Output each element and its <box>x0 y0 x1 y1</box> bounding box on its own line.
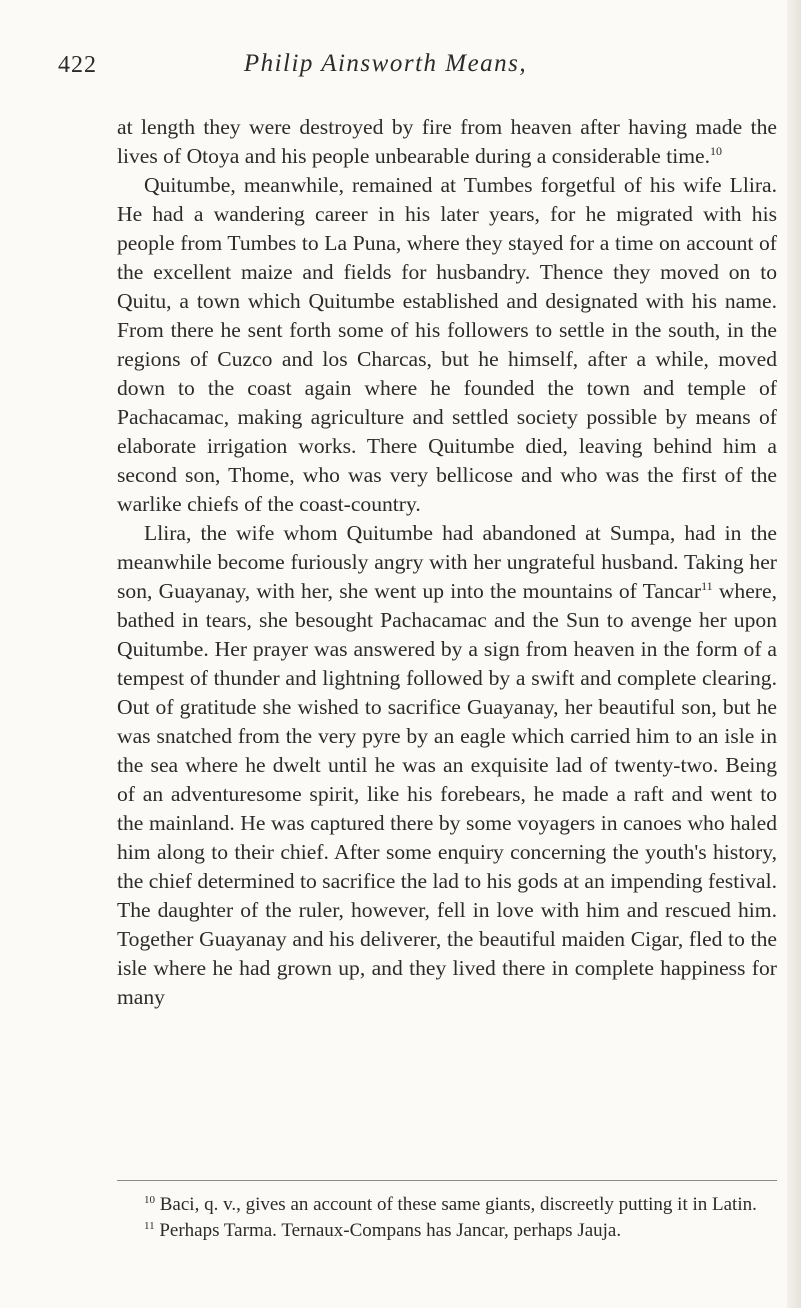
footnote-mark: 10 <box>144 1194 155 1206</box>
footnote-11 <box>117 1218 777 1244</box>
running-title: Philip Ainsworth Means, <box>243 50 528 77</box>
paragraph-3 <box>117 519 777 1012</box>
paragraph-text: Quitumbe, meanwhile, remained at Tumbes forgetful of his wife Llira. He had a wandering career in his later years, for he migrated with his people from Tumbes to La Puna, where they stayed for a time on account of the excellent maize and fields for husbandry. Thence they moved on to Quitu, a town which Quitumbe established and designated with his name. From there he sent forth some of his followers to settle in the south, in the regions of Cuzco and los Charcas, but he himself, after a while, moved down to the coast again where he founded the town and temple of Pachacamac, making agriculture and settled society possible by means of elaborate irrigation works. There Quitumbe died, leaving behind him a second son, Thome, who was very bellicose and who was the first of the warlike chiefs of the coast-country. <box>117 173 777 516</box>
body-text <box>117 113 777 1012</box>
paragraph-text: Llira, the wife whom Quitumbe had abandoned at Sumpa, had in the meanwhile become furiously angry with her ungrateful husband. Taking her son, Guayanay, with her, she went up into the mountains of Tancar <box>117 521 777 603</box>
footnote-ref-11: 11 <box>701 579 713 593</box>
footnote-divider <box>117 1180 777 1181</box>
paragraph-text: where, bathed in tears, she besought Pachacamac and the Sun to avenge her upon Quitumbe. Her prayer was answered by a sign from heaven in the form of a tempest of thunder and lightning followed by a swift and complete clearing. Out of gratitude she wished to sacrifice Guayanay, her beautiful son, but he was snatched from the very pyre by an eagle which carried him to an isle in the sea where he dwelt until he was an exquisite lad of twenty-two. Being of an adventuresome spirit, like his forebears, he made a raft and went to the mainland. He was captured there by some voyagers in canoes who haled him along to their chief. After some enquiry concerning the youth's history, the chief determined to sacrifice the lad to his gods at an impending festival. The daughter of the ruler, however, fell in love with him and rescued him. Together Guayanay and his deliverer, the beautiful maiden Cigar, fled to the isle where he had grown up, and they lived there in complete happiness for many <box>117 579 777 1009</box>
footnotes <box>117 1192 777 1244</box>
footnote-text: Perhaps Tarma. Ternaux-Compans has Jancar, perhaps Jauja. <box>154 1220 622 1241</box>
page-header <box>58 44 713 84</box>
footnote-mark: 11 <box>144 1220 155 1232</box>
page-number: 422 <box>58 52 97 78</box>
footnote-10 <box>117 1192 777 1218</box>
paragraph-text: at length they were destroyed by fire from heaven after having made the lives of Otoya and his people unbearable during a considerable time. <box>117 115 777 168</box>
paragraph-2 <box>117 171 777 519</box>
page-edge-shadow <box>787 0 801 1308</box>
paragraph-1 <box>117 113 777 171</box>
footnote-text: Baci, q. v., gives an account of these same giants, discreetly putting it in Latin. <box>155 1194 757 1215</box>
footnote-ref-10: 10 <box>710 144 723 158</box>
